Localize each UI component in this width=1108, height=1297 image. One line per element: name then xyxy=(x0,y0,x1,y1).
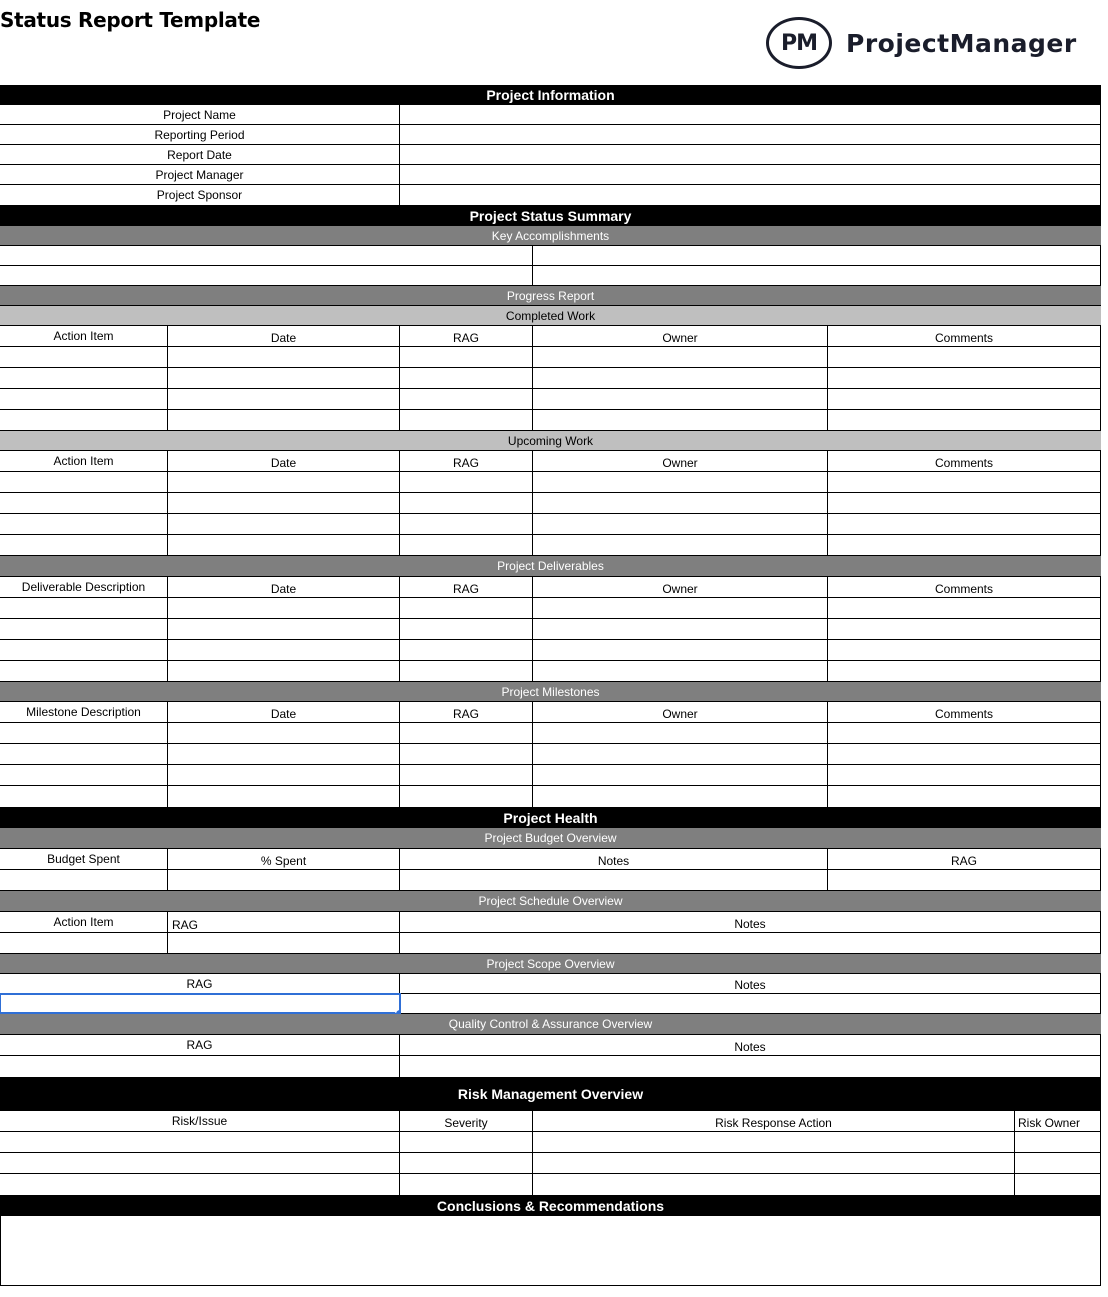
column-header: Date xyxy=(168,577,400,597)
table-cell[interactable] xyxy=(400,389,533,409)
table-cell[interactable] xyxy=(0,472,168,492)
project-manager-input[interactable] xyxy=(400,165,1101,184)
table-row xyxy=(0,661,1101,682)
table-cell[interactable] xyxy=(533,493,828,513)
table-cell[interactable] xyxy=(0,619,168,639)
table-cell[interactable] xyxy=(1015,1153,1101,1173)
table-cell[interactable] xyxy=(828,744,1101,764)
column-header: Owner xyxy=(533,451,828,471)
table-cell[interactable] xyxy=(400,598,533,618)
table-cell[interactable] xyxy=(533,640,828,660)
column-header: Action Item xyxy=(0,326,168,346)
subheader-scope-overview: Project Scope Overview xyxy=(0,954,1101,974)
table-header-row xyxy=(0,702,1101,723)
column-header: RAG xyxy=(400,326,533,346)
column-header: Risk Response Action xyxy=(533,1111,1015,1131)
table-cell[interactable] xyxy=(828,535,1101,555)
column-header: Comments xyxy=(828,577,1101,597)
table-cell[interactable] xyxy=(828,786,1101,807)
accomplishment-cell[interactable] xyxy=(0,246,533,265)
logo-text: ProjectManager xyxy=(846,28,1077,58)
column-header: RAG xyxy=(400,577,533,597)
table-cell[interactable] xyxy=(1015,1174,1101,1195)
table-cell[interactable] xyxy=(0,723,168,743)
subheader-key-accomplishments: Key Accomplishments xyxy=(0,226,1101,246)
info-label: Project Manager xyxy=(0,165,400,184)
table-cell[interactable] xyxy=(0,661,168,681)
subheader-quality-overview: Quality Control & Assurance Overview xyxy=(0,1014,1101,1035)
accomplishment-cell[interactable] xyxy=(0,266,533,285)
column-header: RAG xyxy=(400,451,533,471)
accomplishment-cell[interactable] xyxy=(533,246,1101,265)
column-header: Severity xyxy=(400,1111,533,1131)
reporting-period-input[interactable] xyxy=(400,125,1101,144)
schedule-notes-input[interactable] xyxy=(400,933,1101,953)
table-cell[interactable] xyxy=(828,347,1101,367)
column-header: Budget Spent xyxy=(0,849,168,869)
table-row xyxy=(0,368,1101,389)
info-row xyxy=(0,145,1101,165)
subheader-project-deliverables: Project Deliverables xyxy=(0,556,1101,577)
table-cell[interactable] xyxy=(533,1132,1015,1152)
table-cell[interactable] xyxy=(168,744,400,764)
project-name-input[interactable] xyxy=(400,105,1101,124)
table-cell[interactable] xyxy=(533,389,828,409)
section-header-status-summary: Project Status Summary xyxy=(0,205,1101,226)
table-cell[interactable] xyxy=(168,661,400,681)
table-cell[interactable] xyxy=(0,1174,400,1195)
table-cell[interactable] xyxy=(533,598,828,618)
table-cell[interactable] xyxy=(828,493,1101,513)
table-cell[interactable] xyxy=(400,347,533,367)
table-row xyxy=(0,514,1101,535)
info-label: Report Date xyxy=(0,145,400,164)
subheader-schedule-overview: Project Schedule Overview xyxy=(0,891,1101,912)
project-sponsor-input[interactable] xyxy=(400,185,1101,205)
budget-rag-input[interactable] xyxy=(828,870,1101,890)
table-cell[interactable] xyxy=(533,765,828,785)
column-header: Owner xyxy=(533,326,828,346)
table-row xyxy=(0,493,1101,514)
table-cell[interactable] xyxy=(0,1153,400,1173)
table-cell[interactable] xyxy=(168,514,400,534)
section-header-project-health: Project Health xyxy=(0,807,1101,828)
table-cell[interactable] xyxy=(533,410,828,430)
column-header: Deliverable Description xyxy=(0,577,168,597)
table-cell[interactable] xyxy=(533,1153,1015,1173)
column-header: RAG xyxy=(168,912,400,932)
table-header-row xyxy=(0,1035,1101,1056)
status-report-sheet xyxy=(0,85,1101,1286)
table-header-row xyxy=(0,912,1101,933)
table-cell[interactable] xyxy=(168,368,400,388)
column-header: Comments xyxy=(828,326,1101,346)
column-header: Risk/Issue xyxy=(0,1111,400,1131)
table-cell[interactable] xyxy=(400,744,533,764)
report-date-input[interactable] xyxy=(400,145,1101,164)
conclusions-input[interactable] xyxy=(0,1216,1101,1286)
table-cell[interactable] xyxy=(168,619,400,639)
column-header: RAG xyxy=(400,702,533,722)
table-cell[interactable] xyxy=(168,493,400,513)
column-header: Owner xyxy=(533,702,828,722)
table-row xyxy=(0,640,1101,661)
table-row xyxy=(0,786,1101,807)
table-row xyxy=(0,1153,1101,1174)
column-header: Comments xyxy=(828,702,1101,722)
column-header: Date xyxy=(168,451,400,471)
column-header: Risk Owner xyxy=(1015,1111,1101,1131)
selection-fill-handle[interactable] xyxy=(395,1009,400,1013)
table-header-row xyxy=(0,577,1101,598)
table-row xyxy=(0,870,1101,891)
table-cell[interactable] xyxy=(168,765,400,785)
table-cell[interactable] xyxy=(0,493,168,513)
info-label: Reporting Period xyxy=(0,125,400,144)
table-cell[interactable] xyxy=(533,723,828,743)
table-cell[interactable] xyxy=(168,640,400,660)
table-cell[interactable] xyxy=(168,535,400,555)
table-row xyxy=(0,765,1101,786)
column-header: % Spent xyxy=(168,849,400,869)
table-cell[interactable] xyxy=(0,744,168,764)
table-cell[interactable] xyxy=(533,661,828,681)
table-cell[interactable] xyxy=(400,661,533,681)
info-row xyxy=(0,165,1101,185)
table-cell[interactable] xyxy=(400,472,533,492)
percent-spent-input[interactable] xyxy=(168,870,400,890)
table-header-row xyxy=(0,849,1101,870)
table-row xyxy=(0,619,1101,640)
column-header: Notes xyxy=(400,974,1101,993)
table-cell[interactable] xyxy=(1015,1132,1101,1152)
table-cell[interactable] xyxy=(828,514,1101,534)
table-cell[interactable] xyxy=(400,493,533,513)
table-cell[interactable] xyxy=(828,389,1101,409)
column-header: Owner xyxy=(533,577,828,597)
schedule-action-input[interactable] xyxy=(0,933,168,953)
table-cell[interactable] xyxy=(533,744,828,764)
column-header: RAG xyxy=(828,849,1101,869)
pm-logo-icon: PM xyxy=(766,17,832,69)
table-cell[interactable] xyxy=(400,1132,533,1152)
info-row xyxy=(0,105,1101,125)
table-cell[interactable] xyxy=(400,535,533,555)
table-cell[interactable] xyxy=(168,389,400,409)
table-cell[interactable] xyxy=(0,765,168,785)
table-row xyxy=(0,994,1101,1014)
table-cell[interactable] xyxy=(168,723,400,743)
subheader-upcoming-work: Upcoming Work xyxy=(0,431,1101,451)
table-cell[interactable] xyxy=(828,368,1101,388)
scope-rag-input-selected[interactable] xyxy=(0,994,400,1013)
table-cell[interactable] xyxy=(828,661,1101,681)
column-header: Comments xyxy=(828,451,1101,471)
table-header-row xyxy=(0,326,1101,347)
accomplishment-row xyxy=(0,266,1101,286)
table-cell[interactable] xyxy=(828,598,1101,618)
table-row xyxy=(0,389,1101,410)
budget-notes-input[interactable] xyxy=(400,870,828,890)
table-row xyxy=(0,410,1101,431)
column-header: Date xyxy=(168,326,400,346)
table-cell[interactable] xyxy=(400,619,533,639)
info-label: Project Sponsor xyxy=(0,185,400,205)
table-cell[interactable] xyxy=(0,1132,400,1152)
table-cell[interactable] xyxy=(0,389,168,409)
subheader-project-milestones: Project Milestones xyxy=(0,682,1101,702)
table-cell[interactable] xyxy=(400,1153,533,1173)
subheader-progress-report: Progress Report xyxy=(0,286,1101,306)
table-cell[interactable] xyxy=(168,410,400,430)
column-header: RAG xyxy=(0,974,400,993)
schedule-rag-input[interactable] xyxy=(168,933,400,953)
table-cell[interactable] xyxy=(400,410,533,430)
table-cell[interactable] xyxy=(533,368,828,388)
table-cell[interactable] xyxy=(828,765,1101,785)
info-row xyxy=(0,125,1101,145)
table-cell[interactable] xyxy=(0,640,168,660)
table-row xyxy=(0,598,1101,619)
column-header: RAG xyxy=(0,1035,400,1055)
table-cell[interactable] xyxy=(533,514,828,534)
table-cell[interactable] xyxy=(828,619,1101,639)
table-cell[interactable] xyxy=(400,368,533,388)
column-header: Date xyxy=(168,702,400,722)
table-header-row xyxy=(0,451,1101,472)
section-header-project-information: Project Information xyxy=(0,85,1101,105)
column-header: Action Item xyxy=(0,912,168,932)
table-row xyxy=(0,535,1101,556)
subheader-budget-overview: Project Budget Overview xyxy=(0,828,1101,849)
table-cell[interactable] xyxy=(0,368,168,388)
quality-notes-input[interactable] xyxy=(400,1056,1101,1077)
table-cell[interactable] xyxy=(168,598,400,618)
table-cell[interactable] xyxy=(533,472,828,492)
section-header-risk-management: Risk Management Overview xyxy=(0,1077,1101,1111)
info-label: Project Name xyxy=(0,105,400,124)
table-cell[interactable] xyxy=(533,619,828,639)
table-row xyxy=(0,933,1101,954)
projectmanager-logo xyxy=(766,17,1077,69)
table-header-row xyxy=(0,974,1101,994)
table-cell[interactable] xyxy=(0,598,168,618)
table-cell[interactable] xyxy=(168,786,400,807)
table-cell[interactable] xyxy=(400,786,533,807)
column-header: Notes xyxy=(400,849,828,869)
subheader-completed-work: Completed Work xyxy=(0,306,1101,326)
table-cell[interactable] xyxy=(533,535,828,555)
table-row xyxy=(0,1132,1101,1153)
table-cell[interactable] xyxy=(828,723,1101,743)
table-cell[interactable] xyxy=(168,472,400,492)
scope-notes-input[interactable] xyxy=(400,994,1101,1013)
table-cell[interactable] xyxy=(828,410,1101,430)
quality-rag-input[interactable] xyxy=(0,1056,400,1077)
table-cell[interactable] xyxy=(0,514,168,534)
table-cell[interactable] xyxy=(533,786,828,807)
table-row xyxy=(0,1174,1101,1195)
table-cell[interactable] xyxy=(0,347,168,367)
column-header: Milestone Description xyxy=(0,702,168,722)
table-row xyxy=(0,744,1101,765)
table-cell[interactable] xyxy=(400,640,533,660)
table-cell[interactable] xyxy=(0,410,168,430)
column-header: Notes xyxy=(400,912,1101,932)
section-header-conclusions: Conclusions & Recommendations xyxy=(0,1195,1101,1216)
accomplishment-cell[interactable] xyxy=(533,266,1101,285)
table-cell[interactable] xyxy=(400,1174,533,1195)
table-row xyxy=(0,347,1101,368)
table-cell[interactable] xyxy=(168,347,400,367)
table-cell[interactable] xyxy=(533,347,828,367)
column-header: Action Item xyxy=(0,451,168,471)
accomplishment-row xyxy=(0,246,1101,266)
table-cell[interactable] xyxy=(0,535,168,555)
table-cell[interactable] xyxy=(400,765,533,785)
table-row xyxy=(0,472,1101,493)
table-header-row xyxy=(0,1111,1101,1132)
table-row xyxy=(0,1056,1101,1077)
budget-spent-input[interactable] xyxy=(0,870,168,890)
page-title: Status Report Template xyxy=(0,8,261,32)
table-cell[interactable] xyxy=(0,786,168,807)
table-cell[interactable] xyxy=(400,514,533,534)
column-header: Notes xyxy=(400,1035,1101,1055)
table-row xyxy=(0,723,1101,744)
table-cell[interactable] xyxy=(533,1174,1015,1195)
table-cell[interactable] xyxy=(828,640,1101,660)
info-row xyxy=(0,185,1101,205)
table-cell[interactable] xyxy=(400,723,533,743)
table-cell[interactable] xyxy=(828,472,1101,492)
